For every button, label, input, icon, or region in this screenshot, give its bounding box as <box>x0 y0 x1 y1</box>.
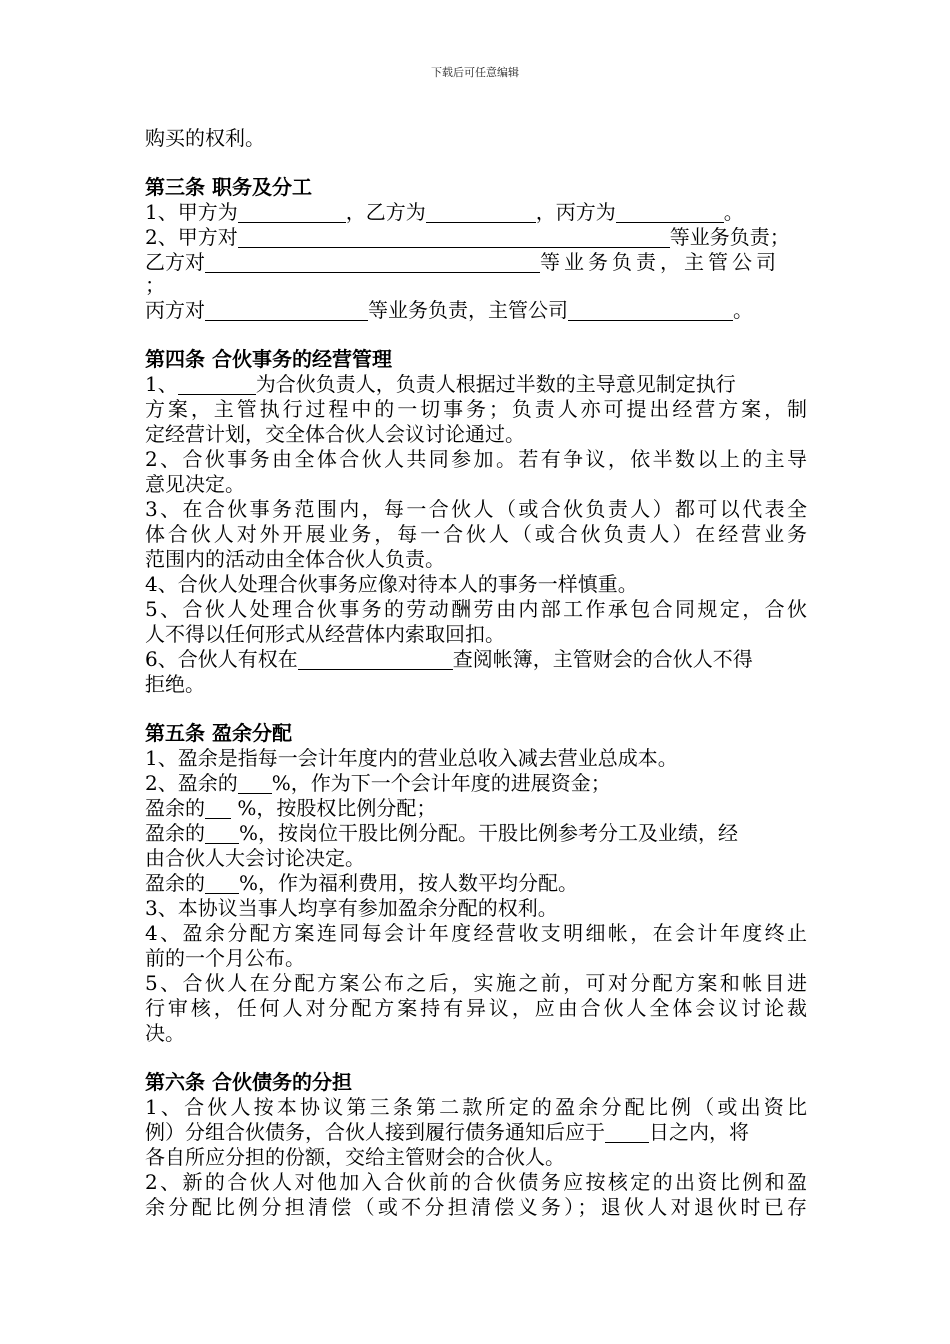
blank-field[interactable] <box>238 202 346 223</box>
blank-field[interactable] <box>178 374 256 395</box>
text-line: 2、甲方对 等业务负责； <box>145 225 790 249</box>
text-line: 乙方对 等业务负责，主管公司 <box>145 250 780 274</box>
text-line: 例）分组合伙债务，合伙人接到履行债务通知后应于 日之内，将 <box>145 1120 749 1144</box>
text-line: 意见决定。 <box>145 472 245 496</box>
text-line: 定经营计划，交全体合伙人会议讨论通过。 <box>145 422 525 446</box>
section-heading: 第六条 合伙债务的分担 <box>145 1070 352 1094</box>
text-line: 2、新的合伙人对他加入合伙前的合伙债务应按核定的出资比例和盈 <box>145 1170 807 1194</box>
text-line: 1、合伙人按本协议第三条第二款所定的盈余分配比例（或出资比 <box>145 1095 807 1119</box>
text-line: 丙方对 等业务负责，主管公司 。 <box>145 298 753 322</box>
text-line: 1、盈余是指每一会计年度内的营业总收入减去营业总成本。 <box>145 746 678 770</box>
text-line: 范围内的活动由全体合伙人负责。 <box>145 547 445 571</box>
page-header: 下载后可任意编辑 <box>431 66 519 79</box>
blank-field[interactable] <box>605 1122 649 1143</box>
text-line: 购买的权利。 <box>145 126 265 150</box>
text-line: 6、合伙人有权在 查阅帐簿，主管财会的合伙人不得 <box>145 647 753 671</box>
text-line: 5、合伙人处理合伙事务的劳动酬劳由内部工作承包合同规定，合伙 <box>145 597 807 621</box>
text-line: 体合伙人对外开展业务，每一合伙人（或合伙负责人）在经营业务 <box>145 522 807 546</box>
text-line: 2、盈余的 %，作为下一个会计年度的进展资金； <box>145 771 611 795</box>
text-line: 由合伙人大会讨论决定。 <box>145 846 365 870</box>
text-line: 2、合伙事务由全体合伙人共同参加。若有争议，依半数以上的主导 <box>145 447 807 471</box>
text-line: 行审核，任何人对分配方案持有异议，应由合伙人全体会议讨论裁 <box>145 996 807 1020</box>
section-heading: 第四条 合伙事务的经营管理 <box>145 347 392 371</box>
text-line: ； <box>145 273 165 297</box>
text-line: 各自所应分担的份额，交给主管财会的合伙人。 <box>145 1145 565 1169</box>
blank-field[interactable] <box>205 798 231 819</box>
text-line: 5、合伙人在分配方案公布之后，实施之前，可对分配方案和帐目进 <box>145 971 807 995</box>
blank-field[interactable] <box>616 202 724 223</box>
blank-field[interactable] <box>238 227 670 248</box>
text-line: 3、本协议当事人均享有参加盈余分配的权利。 <box>145 896 558 920</box>
text-line: 盈余的 %，按岗位干股比例分配。干股比例参考分工及业绩，经 <box>145 821 739 845</box>
text-line: 4、盈余分配方案连同每会计年度经营收支明细帐，在会计年度终止 <box>145 921 807 945</box>
blank-field[interactable] <box>205 873 239 894</box>
blank-field[interactable] <box>298 649 453 670</box>
text-line: 1、 为合伙负责人，负责人根据过半数的主导意见制定执行 <box>145 372 736 396</box>
section-heading: 第三条 职务及分工 <box>145 175 312 199</box>
text-line: 拒绝。 <box>145 672 205 696</box>
blank-field[interactable] <box>205 823 239 844</box>
text-line: 决。 <box>145 1021 185 1045</box>
text-line: 1、甲方为 ，乙方为 ，丙方为 。 <box>145 200 744 224</box>
blank-field[interactable] <box>568 300 733 321</box>
section-heading: 第五条 盈余分配 <box>145 721 292 745</box>
text-line: 人不得以任何形式从经营体内索取回扣。 <box>145 622 505 646</box>
blank-field[interactable] <box>205 252 540 273</box>
text-line: 余分配比例分担清偿（或不分担清偿义务）；退伙人对退伙时已存 <box>145 1195 807 1219</box>
text-line: 盈余的 %，按股权比例分配； <box>145 796 437 820</box>
text-line: 3、在合伙事务范围内，每一合伙人（或合伙负责人）都可以代表全 <box>145 497 807 521</box>
text-line: 前的一个月公布。 <box>145 946 305 970</box>
text-line: 盈余的 %，作为福利费用，按人数平均分配。 <box>145 871 579 895</box>
text-line: 方案，主管执行过程中的一切事务；负责人亦可提出经营方案，制 <box>145 397 807 421</box>
blank-field[interactable] <box>205 300 368 321</box>
blank-field[interactable] <box>238 773 272 794</box>
blank-field[interactable] <box>426 202 536 223</box>
text-line: 4、合伙人处理合伙事务应像对待本人的事务一样慎重。 <box>145 572 638 596</box>
